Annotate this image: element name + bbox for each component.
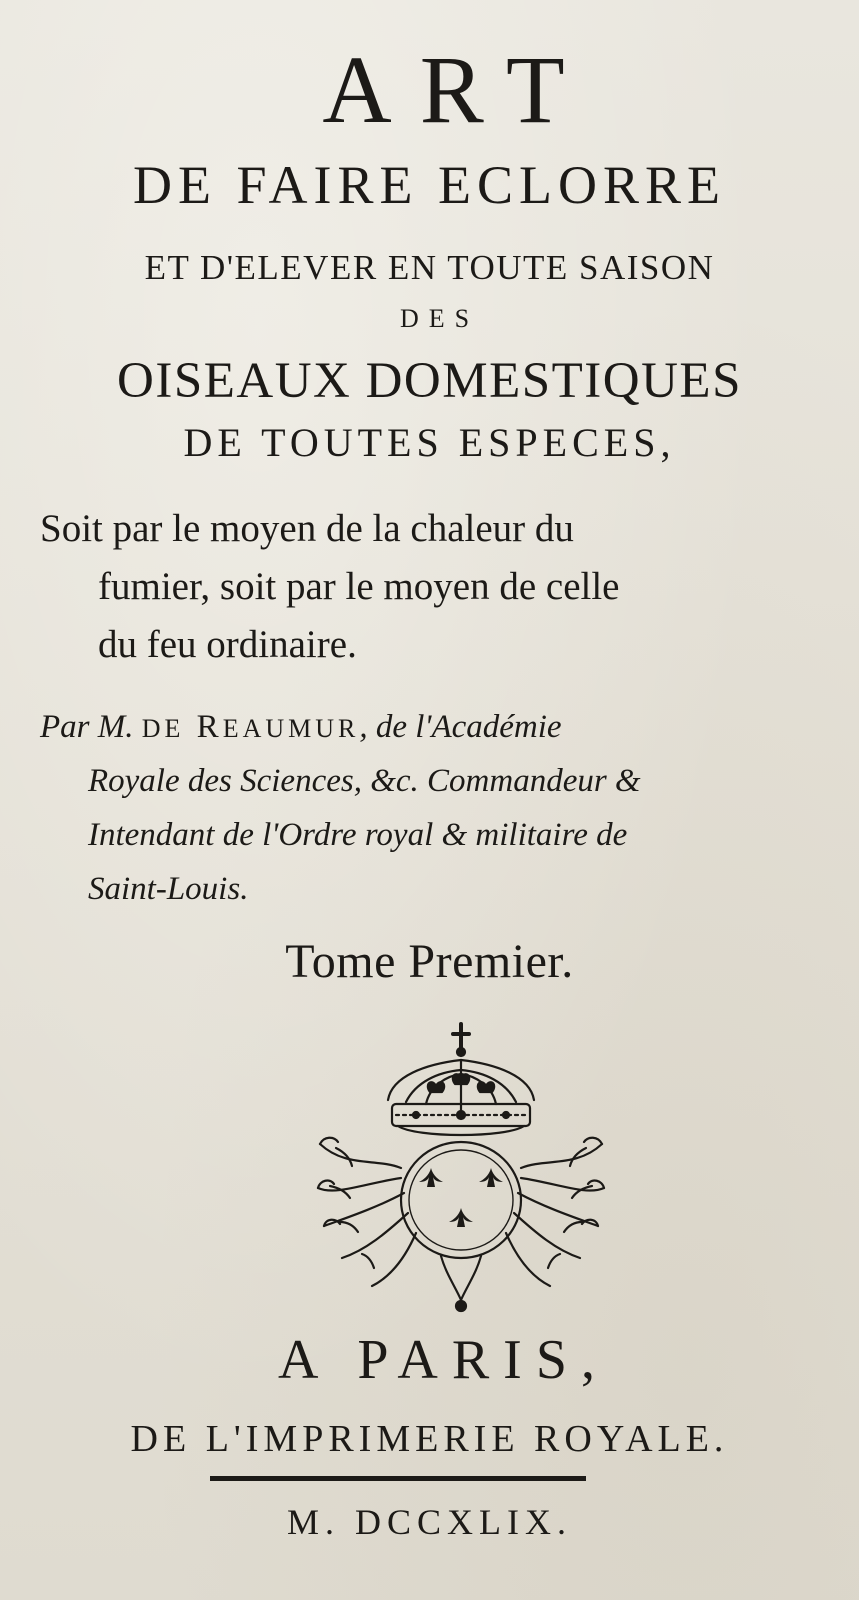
description-line-1: Soit par le moyen de la chaleur du <box>40 507 574 550</box>
author-prefix: Par M. <box>40 709 134 745</box>
subtitle-line-1: DE FAIRE ECLORRE <box>133 155 726 215</box>
book-title: ART <box>322 36 593 143</box>
subtitle-line-2: ET D'ELEVER EN TOUTE SAISON <box>144 248 715 287</box>
divider-rule <box>210 1476 586 1481</box>
author-name-rest: EAUMUR <box>222 714 360 743</box>
author-name-particle: DE <box>141 714 185 743</box>
imprint-date: M. DCCXLIX. <box>286 1502 572 1542</box>
author-name-initial: R <box>196 709 223 745</box>
description-line-3: du feu ordinaire. <box>98 623 357 666</box>
subtitle-line-5: DE TOUTES ESPECES, <box>183 420 676 465</box>
subtitle-line-3: DES <box>399 304 480 333</box>
author-line-4: Saint-Louis. <box>88 871 249 907</box>
author-affiliation: , de l'Académie <box>359 709 562 745</box>
author-line-2: Royale des Sciences, &c. Commandeur & <box>88 763 641 799</box>
author-line-3: Intendant de l'Ordre royal & militaire de <box>88 817 628 853</box>
description-line-2: fumier, soit par le moyen de celle <box>98 565 620 608</box>
author-name <box>142 709 360 745</box>
author-line-1 <box>40 700 562 756</box>
imprint-printer: DE L'IMPRIMERIE ROYALE. <box>130 1418 729 1460</box>
royal-arms-fleur-de-lis-crown-icon <box>306 1018 616 1318</box>
subtitle-line-4: OISEAUX DOMESTIQUES <box>117 353 742 409</box>
imprint-city: A PARIS, <box>278 1329 609 1391</box>
volume-label: Tome Premier. <box>285 935 574 988</box>
